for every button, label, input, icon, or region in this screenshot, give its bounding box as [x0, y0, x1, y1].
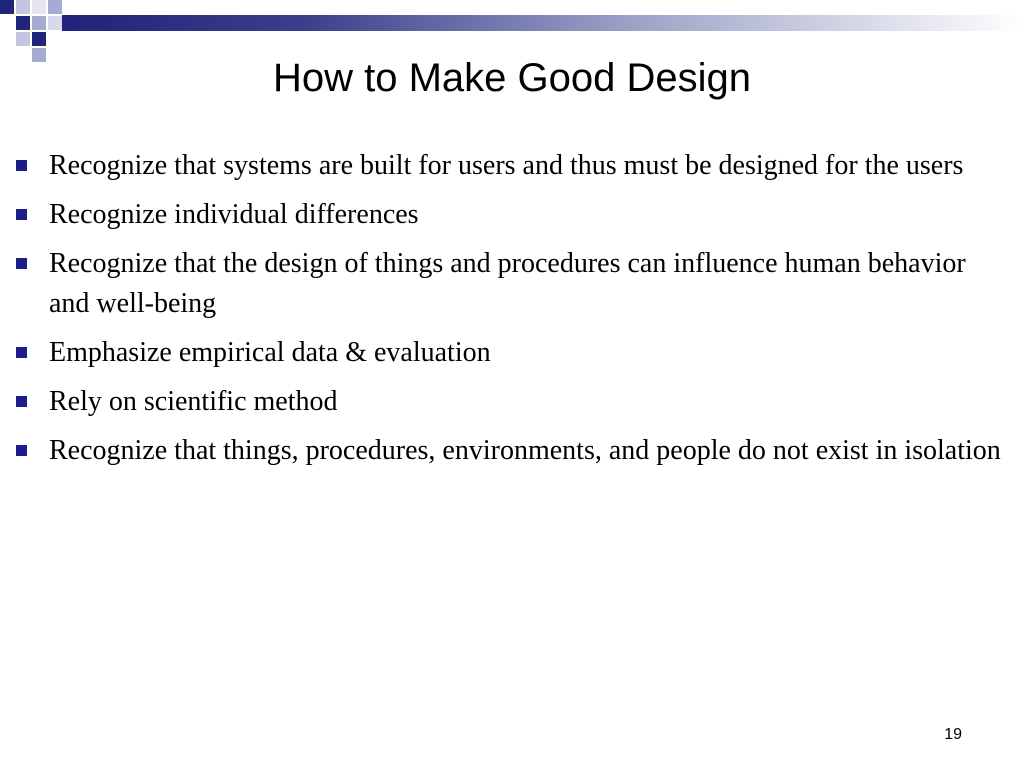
square-bullet-icon [16, 209, 27, 220]
bullet-item [16, 431, 1006, 471]
slide-title: How to Make Good Design [272, 56, 751, 100]
header-gradient-bar [62, 15, 1024, 31]
square-bullet-icon [16, 347, 27, 358]
bullet-item [16, 333, 1006, 373]
square-bullet-icon [16, 160, 27, 171]
decor-square [16, 0, 30, 14]
square-bullet-icon [16, 396, 27, 407]
decor-square [16, 32, 30, 46]
bullet-text: Recognize individual differences [49, 199, 419, 230]
square-bullet-icon [16, 445, 27, 456]
bullet-item [16, 244, 1006, 324]
decor-square [32, 32, 46, 46]
bullet-text: Recognize that things, procedures, environments, and people do not exist in isolation [49, 435, 1001, 466]
decor-square [48, 16, 62, 30]
decor-square [32, 0, 46, 14]
square-bullet-icon [16, 258, 27, 269]
bullet-list [16, 146, 1006, 480]
bullet-text: Recognize that systems are built for users and thus must be designed for the users [49, 150, 964, 181]
bullet-text: Recognize that the design of things and procedures can influence human behavior and well-being [49, 248, 966, 319]
decor-square [48, 0, 62, 14]
decor-square [0, 0, 14, 14]
bullet-text: Emphasize empirical data & evaluation [49, 337, 491, 368]
bullet-item [16, 195, 1006, 235]
page-number: 19 [944, 726, 962, 743]
decor-square [16, 16, 30, 30]
bullet-text: Rely on scientific method [49, 386, 338, 417]
decor-square [32, 16, 46, 30]
bullet-item [16, 382, 1006, 422]
bullet-item [16, 146, 1006, 186]
